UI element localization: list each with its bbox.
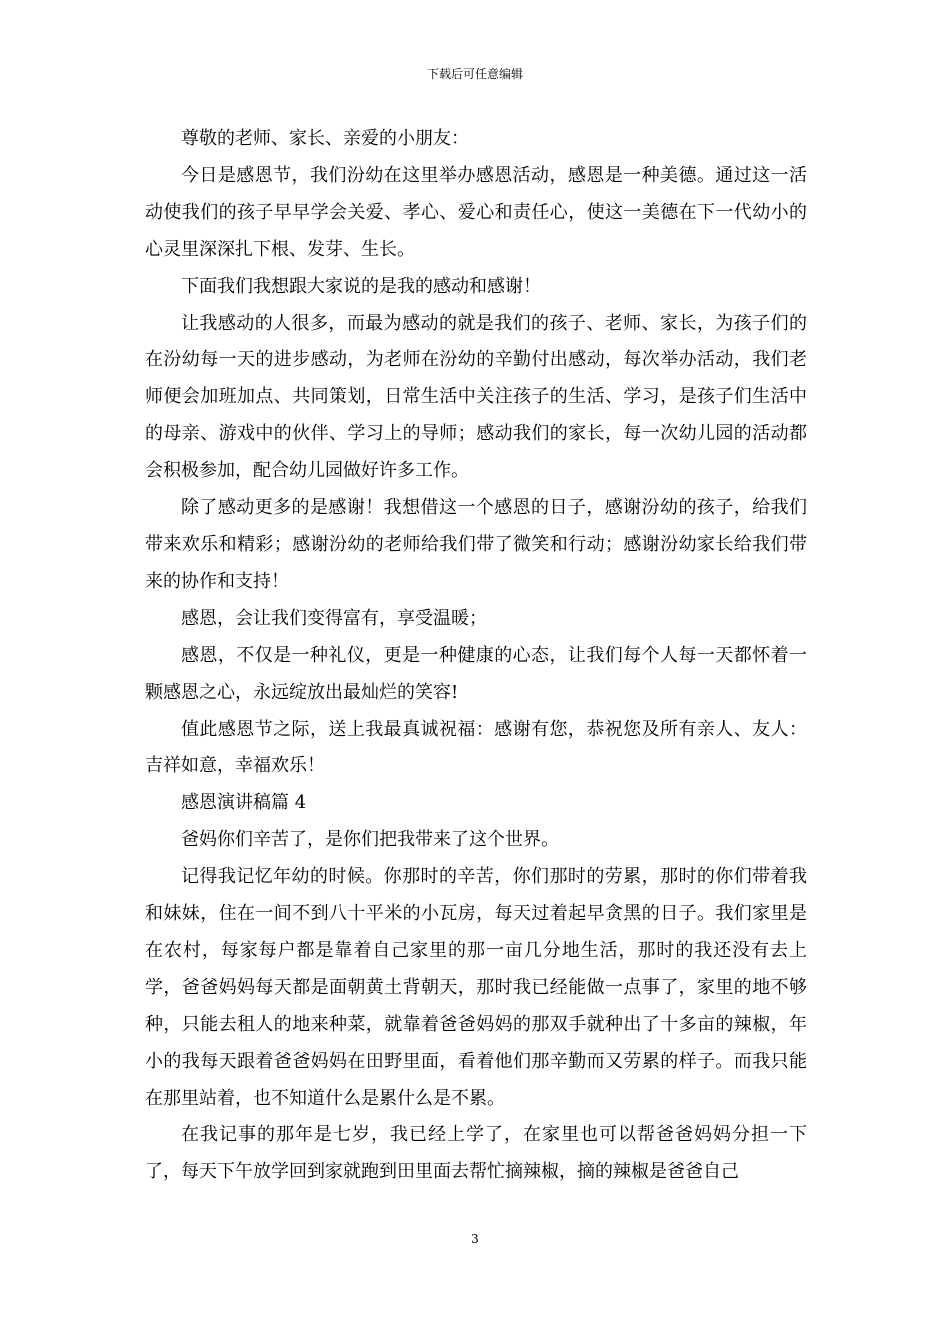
- paragraph: 今日是感恩节，我们汾幼在这里举办感恩活动，感恩是一种美德。通过这一活动使我们的孩子早早学会关爱、孝心、爱心和责任心，使这一美德在下一代幼小的心灵里深深扎下根、发芽、生长。: [145, 164, 807, 260]
- paragraph: 爸妈你们辛苦了，是你们把我带来了这个世界。: [181, 829, 559, 851]
- paragraph: 在我记事的那年是七岁，我已经上学了，在家里也可以帮爸爸妈妈分担一下了，每天下午放学回到家就跑到田里面去帮忙摘辣椒，摘的辣椒是爸爸自己: [145, 1124, 807, 1183]
- paragraph-salutation: 尊敬的老师、家长、亲爱的小朋友：: [181, 128, 469, 149]
- paragraph: 值此感恩节之际，送上我最真诚祝福：感谢有您，恭祝您及所有亲人、友人：吉祥如意，幸福欢乐！: [145, 718, 807, 777]
- page-header: 下载后可任意编辑: [426, 67, 523, 81]
- document-body: [145, 121, 807, 1191]
- paragraph: 让我感动的人很多，而最为感动的就是我们的孩子、老师、家长，为孩子们的在汾幼每一天的进步感动，为老师在汾幼的辛勤付出感动，每次举办活动，我们老师便会加班加点、共同策划，日常生活中关注孩子的生活、学习，是孩子们生活中的母亲、游戏中的伙伴、学习上的导师；感动我们的家长，每一次幼儿园的活动都会积极参加，配合幼儿园做好许多工作。: [145, 312, 807, 482]
- paragraph: 除了感动更多的是感谢！我想借这一个感恩的日子，感谢汾幼的孩子，给我们带来欢乐和精彩；感谢汾幼的老师给我们带了微笑和行动；感谢汾幼家长给我们带来的协作和支持！: [145, 497, 807, 592]
- paragraph: 感恩，不仅是一种礼仪，更是一种健康的心态，让我们每个人每一天都怀着一颗感恩之心，永远绽放出最灿烂的笑容!: [145, 644, 807, 703]
- paragraph: 感恩，会让我们变得富有，享受温暖；: [181, 607, 487, 629]
- section-heading: 感恩演讲稿篇 4: [181, 792, 307, 814]
- paragraph: 下面我们我想跟大家说的是我的感动和感谢！: [181, 275, 541, 297]
- page-number: 3: [471, 1232, 479, 1246]
- paragraph: 记得我记忆年幼的时候。你那时的辛苦，你们那时的劳累，那时的你们带着我和妹妹，住在一间不到八十平米的小瓦房，每天过着起早贪黑的日子。我们家里是在农村，每家每户都是靠着自己家里的那一亩几分地生活，那时的我还没有去上学，爸爸妈妈每天都是面朝黄土背朝天，那时我已经能做一点事了，家里的地不够种，只能去租人的地来种菜，就靠着爸爸妈妈的那双手就种出了十多亩的辣椒，年小的我每天跟着爸爸妈妈在田野里面，看着他们那辛勤而又劳累的样子。而我只能在那里站着，也不知道什么是累什么是不累。: [145, 866, 807, 1109]
